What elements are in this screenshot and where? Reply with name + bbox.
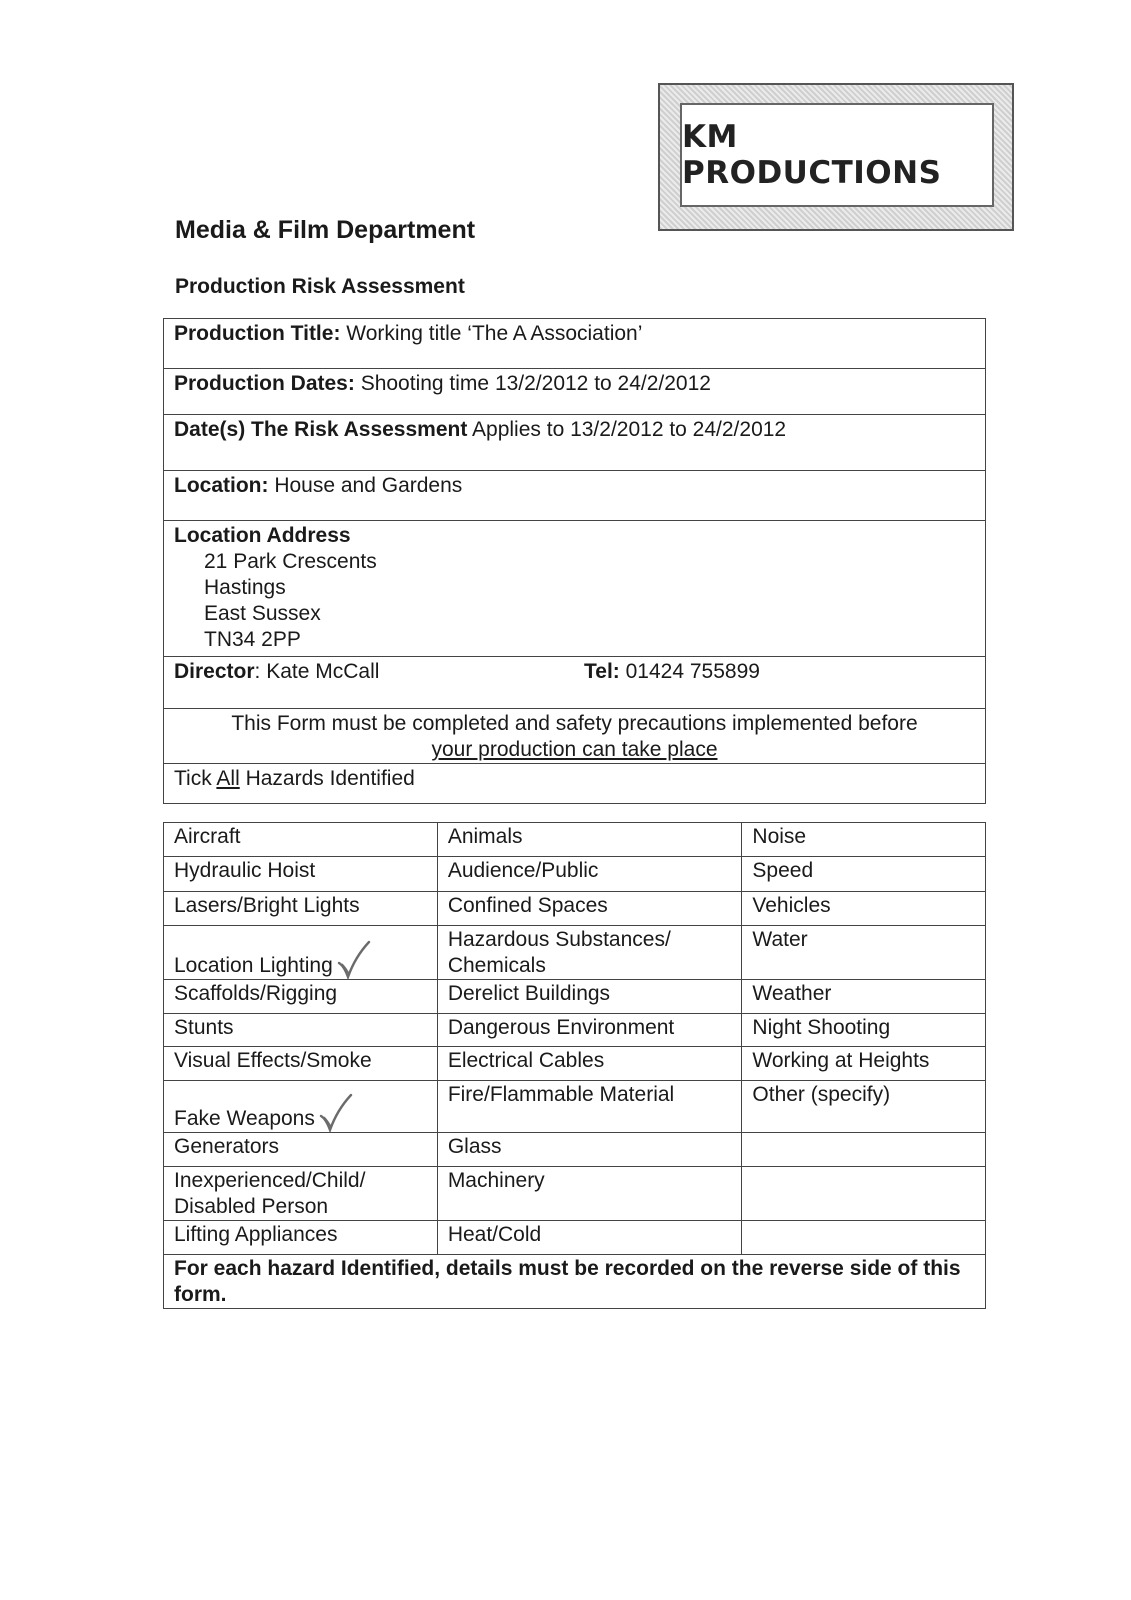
hazard-cell	[742, 926, 986, 980]
hazard-label: Generators	[174, 1135, 280, 1158]
tick-all: All	[216, 767, 240, 790]
hazard-label: Noise	[752, 825, 807, 848]
tick-icon	[337, 939, 371, 979]
hazard-cell	[742, 1014, 986, 1047]
location-cell	[164, 471, 986, 521]
hazard-label: Electrical Cables	[447, 1049, 605, 1072]
hazard-label: Derelict Buildings	[447, 982, 611, 1005]
production-dates-cell	[164, 369, 986, 415]
hazard-cell	[742, 892, 986, 926]
hazards-footer: For each hazard Identified, details must be recorded on the reverse side of this form.	[174, 1257, 961, 1306]
hazard-cell	[437, 857, 742, 892]
hazard-cell	[164, 1081, 438, 1133]
address-line: East Sussex	[204, 602, 321, 625]
hazard-cell	[742, 980, 986, 1014]
hazard-cell	[742, 1221, 986, 1255]
address-line: TN34 2PP	[204, 628, 301, 651]
hazard-cell	[437, 980, 742, 1014]
hazard-label: Heat/Cold	[447, 1223, 542, 1246]
hazard-label: Stunts	[174, 1016, 234, 1039]
production-title-label: Production Title:	[174, 322, 341, 345]
hazard-cell	[164, 926, 438, 980]
hazard-label: Weather	[752, 982, 832, 1005]
hazard-cell	[742, 1133, 986, 1167]
hazard-label: Animals	[447, 825, 523, 848]
hazard-label: Lifting Appliances	[174, 1223, 338, 1246]
location-value: House and Gardens	[268, 474, 463, 497]
hazard-cell	[742, 1047, 986, 1081]
hazard-row	[164, 926, 986, 980]
hazard-label: Water	[752, 928, 808, 951]
hazard-label: Aircraft	[174, 825, 241, 848]
hazard-cell	[437, 1133, 742, 1167]
risk-dates-value: Applies to 13/2/2012 to 24/2/2012	[467, 418, 787, 441]
notice-line: This Form must be completed and safety precautions implemented before	[231, 712, 918, 735]
location-address-cell	[164, 521, 986, 657]
hazard-cell	[437, 1221, 742, 1255]
logo-panel	[680, 103, 994, 207]
tel-value: 01424 755899	[619, 660, 760, 683]
department-heading: Media & Film Department	[175, 216, 476, 244]
hazard-label: Lasers/Bright Lights	[174, 894, 360, 917]
production-title-value: Working title ‘The A Association’	[340, 322, 643, 345]
hazards-body	[164, 823, 986, 1255]
tick-suffix: Hazards Identified	[239, 767, 415, 790]
address-lines	[174, 549, 975, 653]
hazard-cell	[164, 1047, 438, 1081]
notice-line: your production can take place	[431, 738, 718, 761]
hazard-row	[164, 1047, 986, 1081]
hazard-row	[164, 1014, 986, 1047]
hazard-cell	[437, 1047, 742, 1081]
hazard-cell	[164, 1221, 438, 1255]
hazard-cell	[742, 1081, 986, 1133]
hazard-label: Dangerous Environment	[447, 1016, 675, 1039]
hazard-label: Speed	[752, 859, 814, 882]
hazard-label: Glass	[447, 1135, 502, 1158]
hazard-row	[164, 857, 986, 892]
logo-text: KM PRODUCTIONS	[682, 119, 942, 191]
director-cell	[164, 657, 986, 709]
production-dates-label: Production Dates:	[174, 372, 355, 395]
hazard-label: Inexperienced/Child/ Disabled Person	[174, 1169, 366, 1218]
hazard-cell	[437, 892, 742, 926]
hazard-label: Working at Heights	[752, 1049, 930, 1072]
hazard-label: Fire/Flammable Material	[447, 1083, 675, 1106]
tick-instruction-cell	[164, 764, 986, 804]
production-title-cell	[164, 319, 986, 369]
tick-icon	[319, 1092, 353, 1132]
risk-dates-label: Date(s) The Risk Assessment	[174, 418, 468, 441]
hazard-cell	[164, 857, 438, 892]
hazard-cell	[437, 1014, 742, 1047]
tel-group	[584, 659, 760, 685]
logo	[658, 83, 1014, 231]
hazard-label: Vehicles	[752, 894, 831, 917]
hazard-label: Visual Effects/Smoke	[174, 1049, 372, 1072]
hazard-cell	[437, 823, 742, 857]
tel-label: Tel:	[584, 660, 620, 683]
tick-prefix: Tick	[174, 767, 217, 790]
director-value: : Kate McCall	[254, 660, 380, 683]
hazard-cell	[164, 823, 438, 857]
hazard-label: Audience/Public	[447, 859, 599, 882]
hazard-cell	[437, 1081, 742, 1133]
hazard-cell	[742, 857, 986, 892]
director-label: Director	[174, 660, 255, 683]
hazards-table	[163, 822, 986, 1309]
hazard-cell	[437, 926, 742, 980]
production-dates-value: Shooting time 13/2/2012 to 24/2/2012	[354, 372, 711, 395]
hazard-cell	[164, 980, 438, 1014]
notice-cell	[164, 709, 986, 764]
hazard-label: Night Shooting	[752, 1016, 891, 1039]
hazard-cell	[742, 1167, 986, 1221]
hazard-label: Hydraulic Hoist	[174, 859, 316, 882]
production-info-table	[163, 318, 986, 804]
hazard-row	[164, 1133, 986, 1167]
hazard-label: Machinery	[447, 1169, 545, 1192]
hazard-cell	[742, 823, 986, 857]
hazard-row	[164, 1167, 986, 1221]
location-label: Location:	[174, 474, 269, 497]
address-line: 21 Park Crescents	[204, 550, 377, 573]
hazard-label: Hazardous Substances/ Chemicals	[447, 928, 671, 977]
risk-dates-cell	[164, 415, 986, 471]
hazard-label: Other (specify)	[752, 1083, 891, 1106]
hazard-row	[164, 892, 986, 926]
hazard-row	[164, 823, 986, 857]
hazard-row	[164, 1081, 986, 1133]
hazard-row	[164, 1221, 986, 1255]
location-address-label: Location Address	[174, 524, 351, 547]
hazard-cell	[164, 1133, 438, 1167]
hazard-label: Fake Weapons	[174, 1107, 315, 1130]
form-title: Production Risk Assessment	[175, 275, 465, 298]
hazard-cell	[437, 1167, 742, 1221]
hazard-cell	[164, 892, 438, 926]
hazard-cell	[164, 1014, 438, 1047]
hazard-label: Confined Spaces	[447, 894, 608, 917]
hazard-row	[164, 980, 986, 1014]
hazards-footer-cell	[164, 1255, 986, 1309]
hazard-label: Location Lighting	[174, 954, 333, 977]
hazard-cell	[164, 1167, 438, 1221]
address-line: Hastings	[204, 576, 286, 599]
hazard-label: Scaffolds/Rigging	[174, 982, 338, 1005]
